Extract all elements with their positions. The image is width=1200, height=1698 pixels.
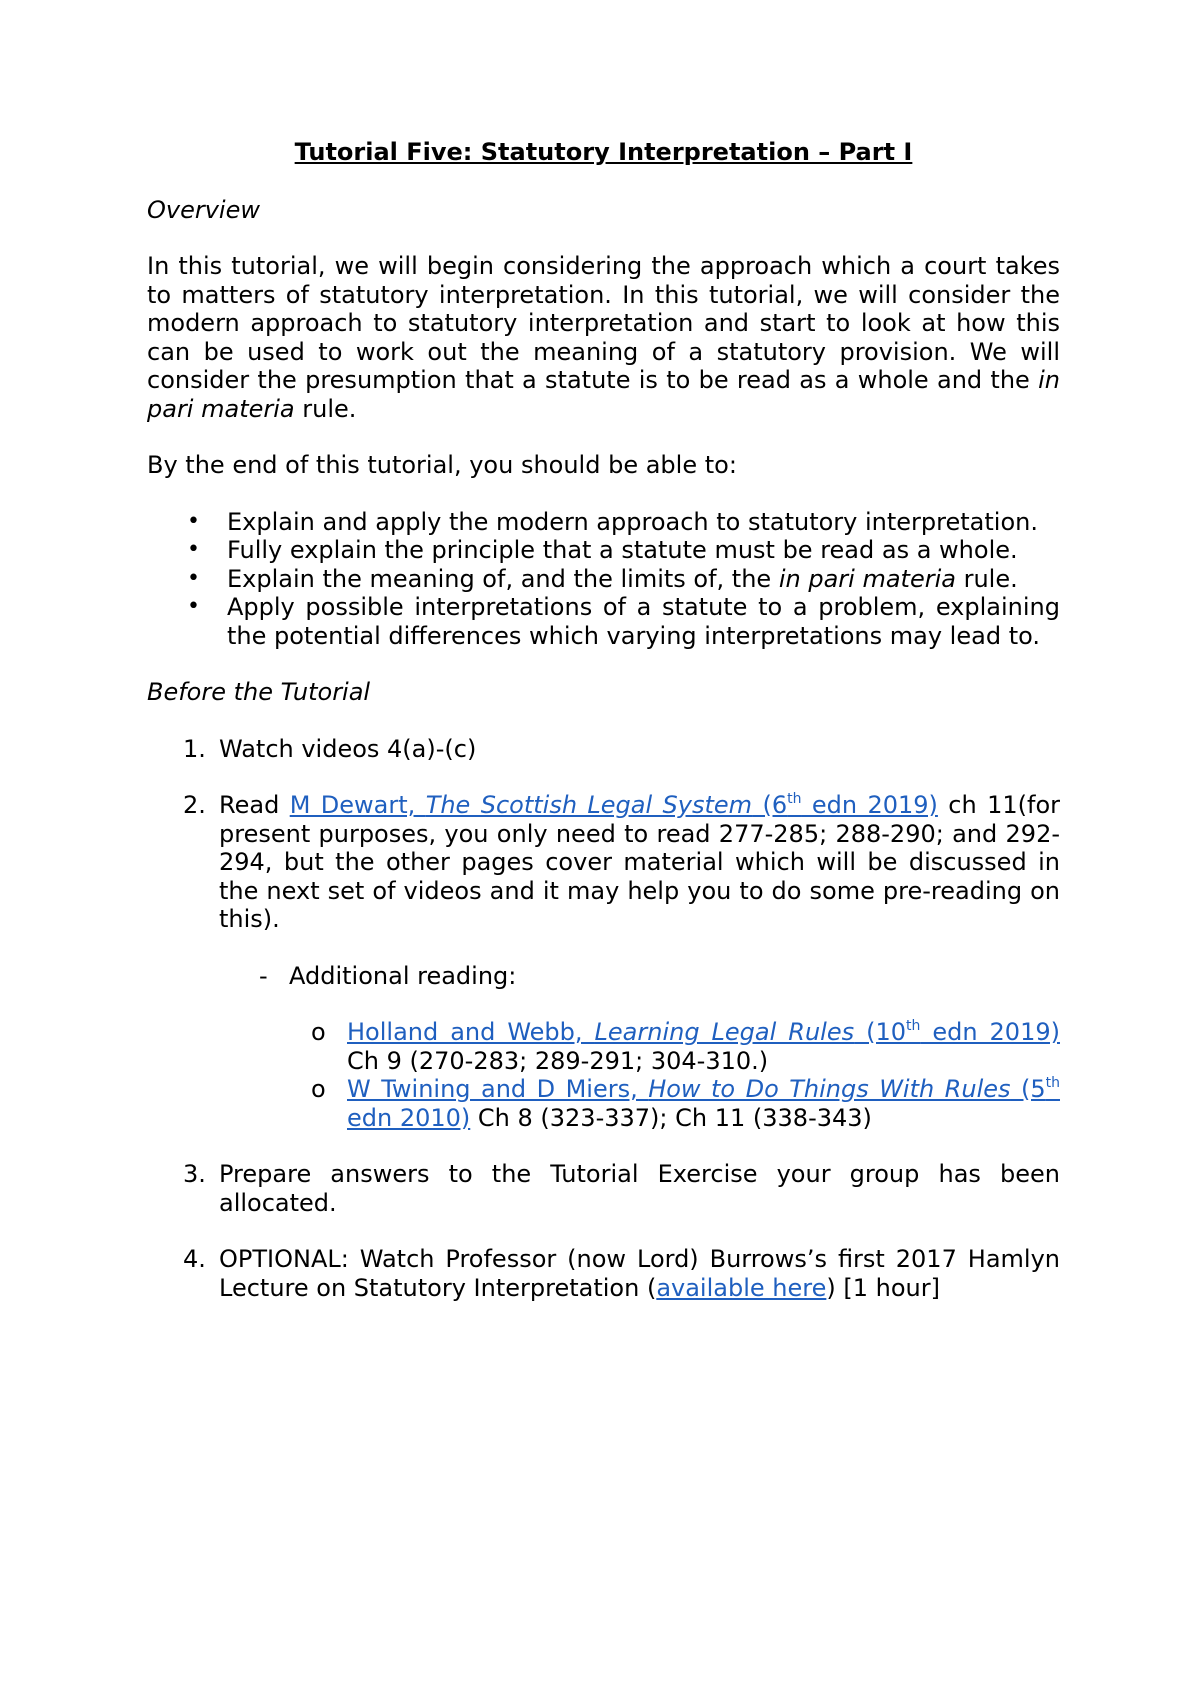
list-item-italic-term: in pari materia <box>778 564 956 593</box>
learning-outcomes-list <box>147 508 1060 651</box>
step-number: 2. <box>183 791 206 819</box>
step-text: Read <box>219 791 290 819</box>
list-item-text: Fully explain the principle that a statute must be read as a whole. <box>227 536 1018 564</box>
step-number: 1. <box>183 734 206 763</box>
overview-text: In this tutorial, we will begin considering the approach which a court takes to matters of statutory interpretation. In this tutorial, we will consider the modern approach to statutory interpretation and start to look at how this can be used to work out the meaning of a statutory provision. We will consider the presumption that a statute is to be read as a whole and the <box>147 252 1060 394</box>
list-item <box>187 564 1060 594</box>
reading-item-rest: Ch 8 (323-337); Ch 11 (338-343) <box>470 1103 872 1132</box>
additional-reading-list <box>219 1018 1060 1132</box>
step-text: OPTIONAL: Watch Professor (now Lord) Burrows’s first 2017 Hamlyn Lecture on Statutory Interpretation ( <box>219 1245 1060 1302</box>
list-item-text: Explain the meaning of, and the limits of, the <box>227 564 779 593</box>
dewart-book-link[interactable]: M Dewart, The Scottish Legal System (6th edn 2019) <box>289 791 938 819</box>
reading-item <box>311 1075 1060 1132</box>
list-item <box>187 536 1060 565</box>
bullet-icon: • <box>187 565 200 591</box>
before-tutorial-heading: Before the Tutorial <box>147 678 371 706</box>
step-1 <box>183 734 1060 764</box>
step-number: 4. <box>183 1245 206 1273</box>
list-item-text-end: rule. <box>955 564 1018 593</box>
bullet-icon: • <box>187 594 200 619</box>
bullet-icon: • <box>187 508 200 534</box>
additional-reading-label: Additional reading: <box>289 961 517 990</box>
overview-italic-term: in pari materia <box>147 366 1060 423</box>
additional-reading <box>219 962 1060 991</box>
list-item-text: Explain and apply the modern approach to statutory interpretation. <box>227 507 1038 536</box>
page-title: Tutorial Five: Statutory Interpretation – Part I <box>294 138 913 166</box>
step-4 <box>183 1245 1060 1302</box>
steps-list <box>147 735 1060 1303</box>
document-page <box>147 138 1060 1330</box>
step-2 <box>183 791 1060 1132</box>
list-item-text: Apply possible interpretations of a statute to a problem, explaining the potential differences which varying interpretations may lead to. <box>227 593 1060 650</box>
step-text-rest: ch 11(for present purposes, you only need to read 277-285; 288-290; and 292-294, but the other pages cover material which will be discussed in the next set of videos and it may help you to do some pre-reading on this). <box>219 791 1060 933</box>
bullet-icon: • <box>187 537 200 562</box>
list-item <box>187 593 1060 650</box>
overview-text-end: rule. <box>294 394 357 423</box>
step-text: Prepare answers to the Tutorial Exercise your group has been allocated. <box>219 1160 1060 1217</box>
step-text-end: ) [1 hour] <box>826 1273 940 1302</box>
step-3 <box>183 1160 1060 1217</box>
reading-item <box>311 1018 1060 1075</box>
reading-item-rest: Ch 9 (270-283; 289-291; 304-310.) <box>347 1046 769 1075</box>
twining-miers-link[interactable]: W Twining and D Miers, How to Do Things With Rules (5th edn 2010) <box>347 1075 1060 1132</box>
step-text: Watch videos 4(a)-(c) <box>219 734 477 763</box>
list-item <box>187 507 1060 537</box>
hamlyn-lecture-link[interactable]: available here <box>656 1273 827 1302</box>
outcomes-intro: By the end of this tutorial, you should be able to: <box>147 451 737 479</box>
circle-bullet-icon: o <box>311 1075 326 1103</box>
holland-webb-link[interactable]: Holland and Webb, Learning Legal Rules (10th edn 2019) <box>347 1018 1060 1046</box>
overview-heading: Overview <box>147 195 260 224</box>
overview-paragraph <box>147 252 1060 423</box>
dash-marker: - <box>259 961 268 990</box>
circle-bullet-icon: o <box>311 1018 326 1046</box>
step-number: 3. <box>183 1160 206 1188</box>
